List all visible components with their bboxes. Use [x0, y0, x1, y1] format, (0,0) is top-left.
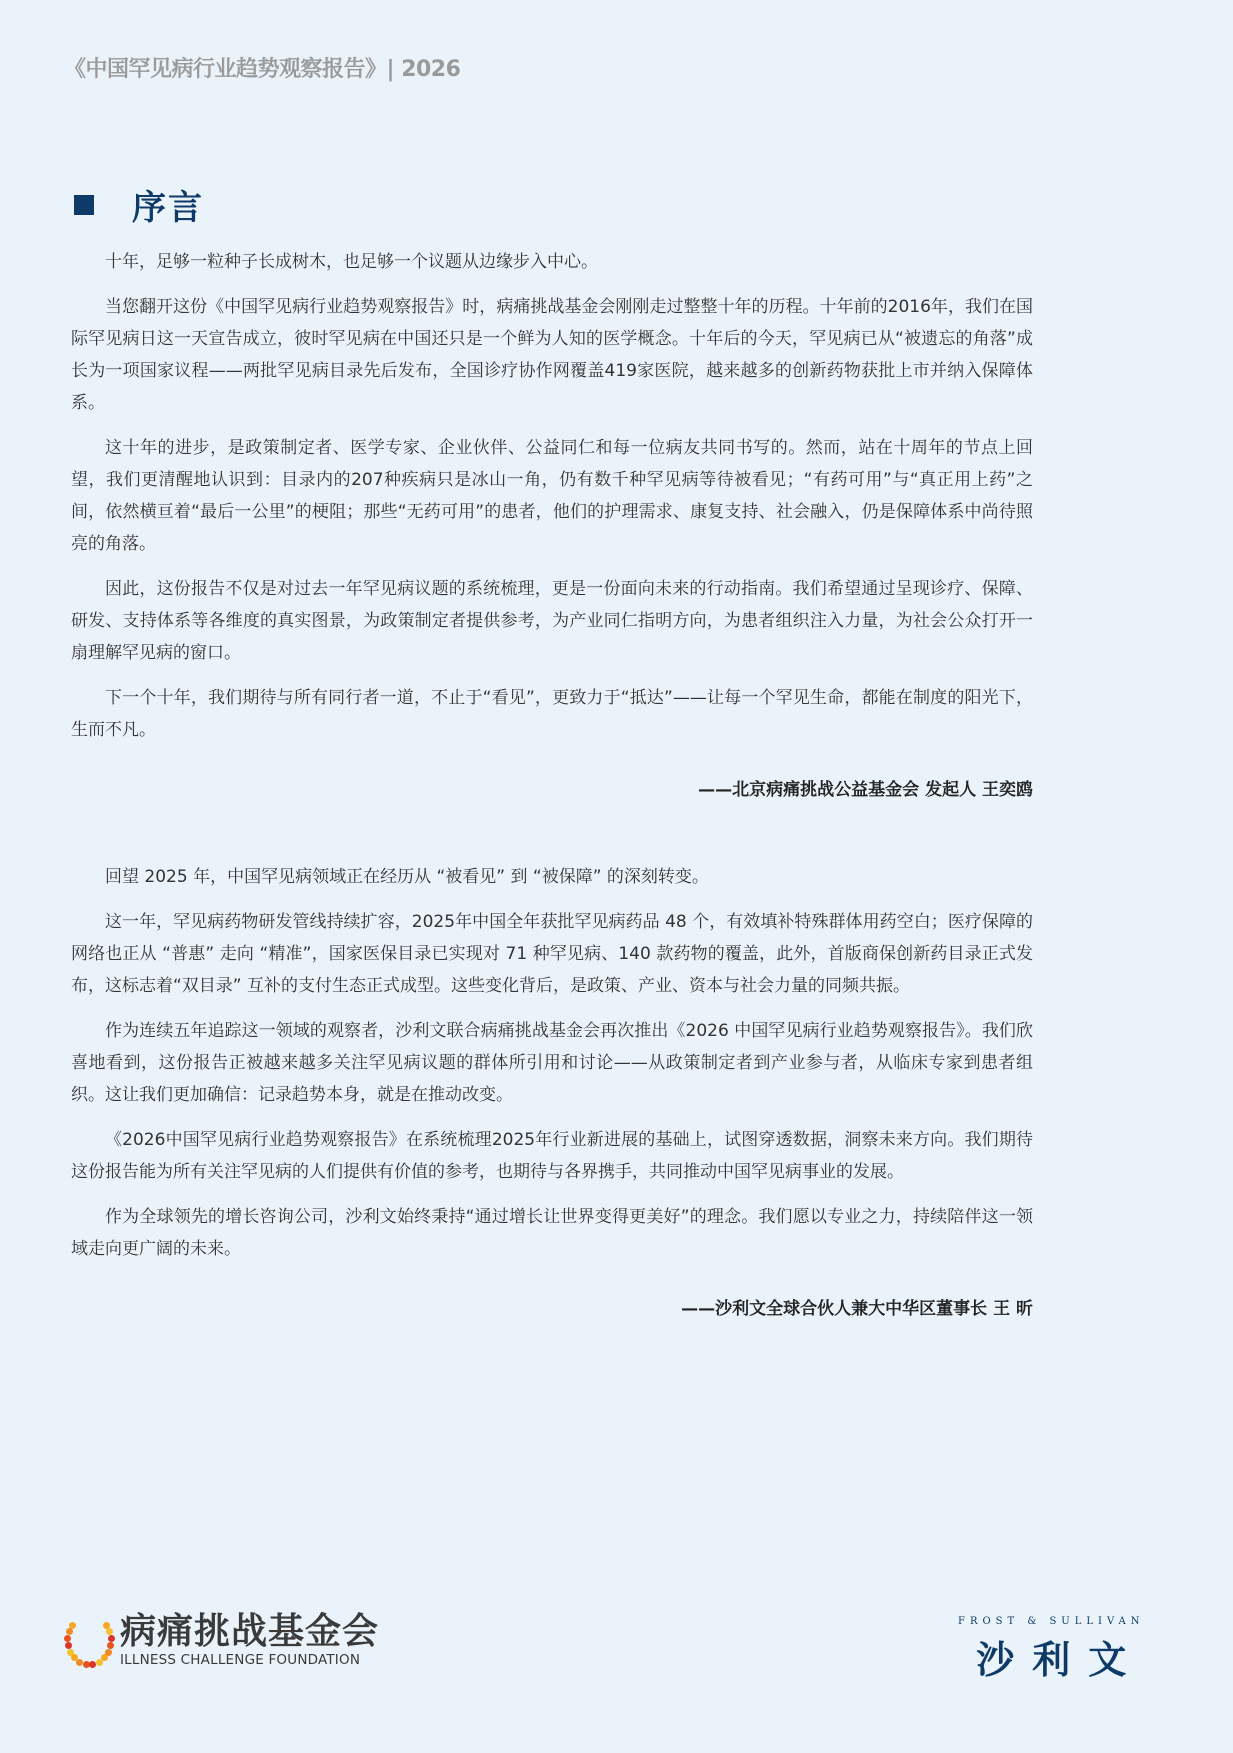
paragraph: 作为全球领先的增长咨询公司，沙利文始终秉持“通过增长让世界变得更美好”的理念。我们愿以专业之力，持续陪伴这一领域走向更广阔的未来。	[71, 1207, 1033, 1259]
paragraph: 这十年的进步，是政策制定者、医学专家、企业伙伴、公益同仁和每一位病友共同书写的。然而，站在十周年的节点上回望，我们更清醒地认识到：目录内的207种疾病只是冰山一角，仍有数千种罕见病等待被看见；“有药可用”与“真正用上药”之间，依然横亘着“最后一公里”的梗阻；那些“无药可用”的患者，他们的护理需求、康复支持、社会融入，仍是保障体系中尚待照亮的角落。	[71, 438, 1033, 554]
foundation-ring-icon	[62, 1612, 112, 1668]
frost-sullivan-name-en: FROST & SULLIVAN	[958, 1616, 1145, 1627]
signature: ——沙利文全球合伙人兼大中华区董事长 王 昕	[681, 1299, 1033, 1319]
ring-dot	[64, 1635, 71, 1642]
paragraph: 作为连续五年追踪这一领域的观察者，沙利文联合病痛挑战基金会再次推出《2026 中国罕见病行业趋势观察报告》。我们欣喜地看到，这份报告正被越来越多关注罕见病议题的群体所引用和讨论——从政策制定者到产业参与者，从临床专家到患者组织。这让我们更加确信：记录趋势本身，就是在推动改变。	[71, 1021, 1033, 1105]
paragraph: 因此，这份报告不仅是对过去一年罕见病议题的系统梳理，更是一份面向未来的行动指南。我们希望通过呈现诊疗、保障、研发、支持体系等各维度的真实图景，为政策制定者提供参考，为产业同仁指明方向，为患者组织注入力量，为社会公众打开一扇理解罕见病的窗口。	[71, 579, 1033, 663]
paragraph: 回望 2025 年，中国罕见病领域正在经历从 “被看见” 到 “被保障” 的深刻转变。	[105, 867, 709, 887]
foundation-name-cn: 病痛挑战基金会	[120, 1611, 380, 1652]
ring-dot	[103, 1622, 110, 1629]
paragraph: 这一年，罕见病药物研发管线持续扩容，2025年中国全年获批罕见病药品 48 个，有效填补特殊群体用药空白；医疗保障的网络也正从 “普惠” 走向 “精准”，国家医保目录已实现对 71 种罕见病、140 款药物的覆盖，此外，首版商保创新药目录正式发布，这标志着“双目录” 互补的支付生态正式成型。这些变化背后，是政策、产业、资本与社会力量的同频共振。	[71, 912, 1033, 996]
section-heading	[74, 180, 204, 229]
foreword-part-2	[71, 861, 1033, 1325]
foreword-part-1	[71, 246, 1033, 806]
paragraph: 下一个十年，我们期待与所有同行者一道，不止于“看见”，更致力于“抵达”——让每一个罕见生命，都能在制度的阳光下，生而不凡。	[71, 688, 1033, 740]
section-title: 序言	[132, 188, 204, 228]
frost-sullivan-logo	[958, 1616, 1144, 1684]
paragraph: 《2026中国罕见病行业趋势观察报告》在系统梳理2025年行业新进展的基础上，试图穿透数据，洞察未来方向。我们期待这份报告能为所有关注罕见病的人们提供有价值的参考，也期待与各界携手，共同推动中国罕见病事业的发展。	[71, 1130, 1033, 1182]
ring-dot	[107, 1642, 114, 1649]
signature: ——北京病痛挑战公益基金会 发起人 王奕鸥	[698, 780, 1033, 800]
frost-sullivan-name-cn: 沙利文	[976, 1638, 1145, 1682]
ring-dot	[105, 1649, 112, 1656]
ring-dot	[66, 1628, 73, 1635]
illness-challenge-foundation-logo	[62, 1612, 379, 1668]
foundation-name-en: ILLNESS CHALLENGE FOUNDATION	[120, 1652, 361, 1668]
heading-square-icon	[74, 195, 94, 215]
ring-dot	[108, 1635, 115, 1642]
paragraph: 当您翻开这份《中国罕见病行业趋势观察报告》时，病痛挑战基金会刚刚走过整整十年的历程。十年前的2016年，我们在国际罕见病日这一天宣告成立，彼时罕见病在中国还只是一个鲜为人知的医学概念。十年后的今天，罕见病已从“被遗忘的角落”成长为一项国家议程——两批罕见病目录先后发布，全国诊疗协作网覆盖419家医院，越来越多的创新药物获批上市并纳入保障体系。	[71, 297, 1033, 413]
ring-dot	[106, 1628, 113, 1635]
paragraph: 十年，足够一粒种子长成树木，也足够一个议题从边缘步入中心。	[105, 252, 598, 272]
running-header: 《中国罕见病行业趋势观察报告》| 2026	[64, 57, 461, 82]
